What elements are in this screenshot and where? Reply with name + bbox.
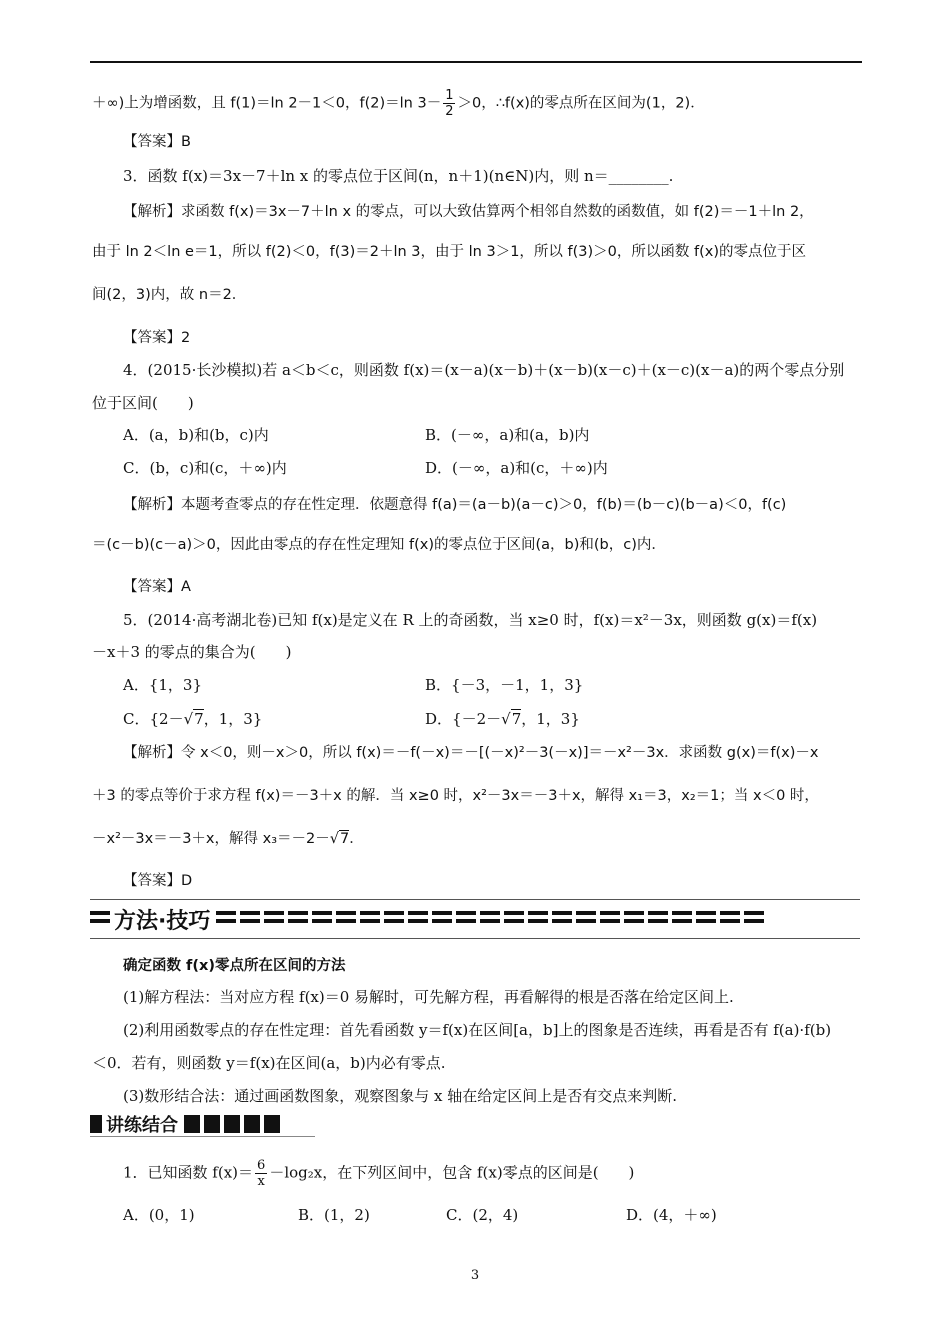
method-title: 确定函数 f(x)零点所在区间的方法 <box>123 958 346 974</box>
banner-block-icon <box>204 1115 220 1133</box>
q5-option-d-pre: D．{－2－ <box>425 710 502 728</box>
method-banner-title: 方法·技巧 <box>114 908 211 934</box>
banner-stripe-icon <box>360 911 380 927</box>
method-p3: (3)数形结合法：通过画函数图象，观察图象与 x 轴在给定区间上是否有交点来判断. <box>123 1087 678 1105</box>
banner-stripe-icon <box>432 911 452 927</box>
q4-option-b: B．(－∞，a)和(a，b)内 <box>425 426 590 444</box>
banner-stripe-icon <box>240 911 260 927</box>
q5-analysis-line3-pre: －x²－3x＝－3＋x，解得 x₃＝－2－ <box>92 831 330 847</box>
method-p2-line1: (2)利用函数零点的存在性定理：首先看函数 y＝f(x)在区间[a，b]上的图象是否连续，再看是否有 f(a)·f(b) <box>123 1021 832 1039</box>
sqrt-radicand: 7 <box>511 710 522 728</box>
q3-answer: 【答案】2 <box>123 330 191 346</box>
banner-stripe-icon <box>528 911 548 927</box>
banner-stripe-icon <box>576 911 596 927</box>
q5-option-a: A．{1，3} <box>123 676 203 694</box>
q5-analysis-line2: ＋3 的零点等价于求方程 f(x)＝－3＋x 的解．当 x≥0 时，x²－3x＝－3＋x，解得 x₁＝3，x₂＝1；当 x＜0 时， <box>92 788 819 804</box>
banner-stripe-icon <box>600 911 620 927</box>
method-banner <box>90 899 860 939</box>
practice-q1-option-c: C．(2，4) <box>446 1206 519 1224</box>
fraction-one-half <box>443 88 455 119</box>
banner-stripe-icon <box>456 911 476 927</box>
frac-den: 2 <box>445 104 454 119</box>
banner-top-border <box>90 899 860 900</box>
fraction-six-over-x <box>255 1158 267 1189</box>
practice-banner <box>90 1112 315 1137</box>
banner-block-icon <box>184 1115 200 1133</box>
prev-solution-text-a: ＋∞)上为增函数，且 f(1)＝ln 2－1＜0，f(2)＝ln 3－ <box>92 95 442 112</box>
banner-stripe-icon <box>312 911 332 927</box>
practice-q1-option-d: D．(4，＋∞) <box>626 1206 717 1224</box>
practice-q1-post: －log₂x，在下列区间中，包含 f(x)零点的区间是( ) <box>269 1163 635 1182</box>
banner-stripe-icon <box>90 911 110 927</box>
banner-stripe-icon <box>552 911 572 927</box>
q5-analysis-line3-post: ． <box>349 831 364 847</box>
banner-stripe-icon <box>384 911 404 927</box>
q5-stem-line2: －x＋3 的零点的集合为( ) <box>92 643 292 661</box>
banner-stripe-icon <box>336 911 356 927</box>
banner-stripe-icon <box>480 911 500 927</box>
practice-q1-option-a: A．(0，1) <box>123 1206 195 1224</box>
banner-block-icon <box>224 1115 240 1133</box>
method-p1: (1)解方程法：当对应方程 f(x)＝0 易解时，可先解方程，再看解得的根是否落在给定区间上. <box>123 988 734 1006</box>
page-number: 3 <box>470 1268 480 1283</box>
q4-option-c: C．(b，c)和(c，＋∞)内 <box>123 459 287 477</box>
q4-option-a: A．(a，b)和(b，c)内 <box>123 426 269 444</box>
header-rule <box>90 61 862 63</box>
q5-option-d-post: ，1，3} <box>521 710 580 728</box>
banner-stripe-icon <box>504 911 524 927</box>
q5-option-c-pre: C．{2－ <box>123 710 184 728</box>
q3-stem: 3．函数 f(x)＝3x－7＋ln x 的零点位于区间(n，n＋1)(n∈N)内，则 n＝________. <box>123 167 674 185</box>
method-p2-line2: ＜0．若有，则函数 y＝f(x)在区间(a，b)内必有零点. <box>92 1054 446 1072</box>
prev-answer: 【答案】B <box>123 134 191 150</box>
practice-q1-option-b: B．(1，2) <box>298 1206 370 1224</box>
banner-stripe-icon <box>624 911 644 927</box>
prev-solution-line <box>92 88 705 119</box>
banner-block-icon <box>244 1115 260 1133</box>
q5-stem-line1: 5．(2014·高考湖北卷)已知 f(x)是定义在 R 上的奇函数，当 x≥0 时，f(x)＝x²－3x，则函数 g(x)＝f(x) <box>123 611 818 629</box>
frac-num: 6 <box>257 1158 266 1173</box>
sqrt-radicand: 7 <box>339 831 350 847</box>
banner-stripe-icon <box>672 911 692 927</box>
frac-den: x <box>257 1174 265 1189</box>
banner-bottom-border <box>90 938 860 939</box>
q3-analysis-line2: 由于 ln 2＜ln e＝1，所以 f(2)＜0，f(3)＝2＋ln 3，由于 ln 3＞1，所以 f(3)＞0，所以函数 f(x)的零点位于区 <box>92 244 807 260</box>
q4-answer: 【答案】A <box>123 579 191 595</box>
prev-solution-text-b: ＞0，∴f(x)的零点所在区间为(1，2)． <box>457 95 705 112</box>
banner-stripe-icon <box>720 911 740 927</box>
sqrt-radicand: 7 <box>194 710 204 728</box>
q5-option-c: C．{2－√7，1，3} <box>123 710 263 728</box>
q5-analysis-line3: －x²－3x＝－3＋x，解得 x₃＝－2－√7． <box>92 831 364 847</box>
q5-analysis-line1: 【解析】令 x＜0，则－x＞0，所以 f(x)＝－f(－x)＝－[(－x)²－3(－x)]＝－x²－3x．求函数 g(x)＝f(x)－x <box>123 745 819 761</box>
banner-stripe-icon <box>216 911 236 927</box>
practice-q1-pre: 1．已知函数 f(x)＝ <box>123 1163 254 1182</box>
banner-stripe-icon <box>648 911 668 927</box>
banner-stripe-icon <box>264 911 284 927</box>
banner-stripe-icon <box>744 911 764 927</box>
practice-q1-stem <box>123 1158 634 1189</box>
q4-analysis-line2: ＝(c－b)(c－a)＞0，因此由零点的存在性定理知 f(x)的零点位于区间(a，b)和(b，c)内． <box>92 537 666 553</box>
banner-stripe-icon <box>696 911 716 927</box>
q4-stem-line2: 位于区间( ) <box>92 394 194 412</box>
q5-option-d: D．{－2－√7，1，3} <box>425 710 580 728</box>
q5-option-b: B．{－3，－1，1，3} <box>425 676 584 694</box>
q4-analysis-line1: 【解析】本题考查零点的存在性定理．依题意得 f(a)＝(a－b)(a－c)＞0，f(b)＝(b－c)(b－a)＜0，f(c) <box>123 497 787 513</box>
banner-block-icon <box>90 1115 102 1133</box>
q4-option-d: D．(－∞，a)和(c，＋∞)内 <box>425 459 608 477</box>
q3-analysis-line1: 【解析】求函数 f(x)＝3x－7＋ln x 的零点，可以大致估算两个相邻自然数的函数值，如 f(2)＝－1＋ln 2， <box>123 204 814 220</box>
q3-analysis-line3: 间(2，3)内，故 n＝2． <box>92 287 247 303</box>
banner-stripe-icon <box>408 911 428 927</box>
banner-stripe-icon <box>288 911 308 927</box>
banner-block-icon <box>264 1115 280 1133</box>
practice-banner-title: 讲练结合 <box>106 1115 178 1136</box>
frac-num: 1 <box>445 88 454 103</box>
q4-stem-line1: 4．(2015·长沙模拟)若 a＜b＜c，则函数 f(x)＝(x－a)(x－b)＋(x－b)(x－c)＋(x－c)(x－a)的两个零点分别 <box>123 361 845 379</box>
q5-option-c-post: ，1，3} <box>203 710 263 728</box>
q5-answer: 【答案】D <box>123 873 193 889</box>
